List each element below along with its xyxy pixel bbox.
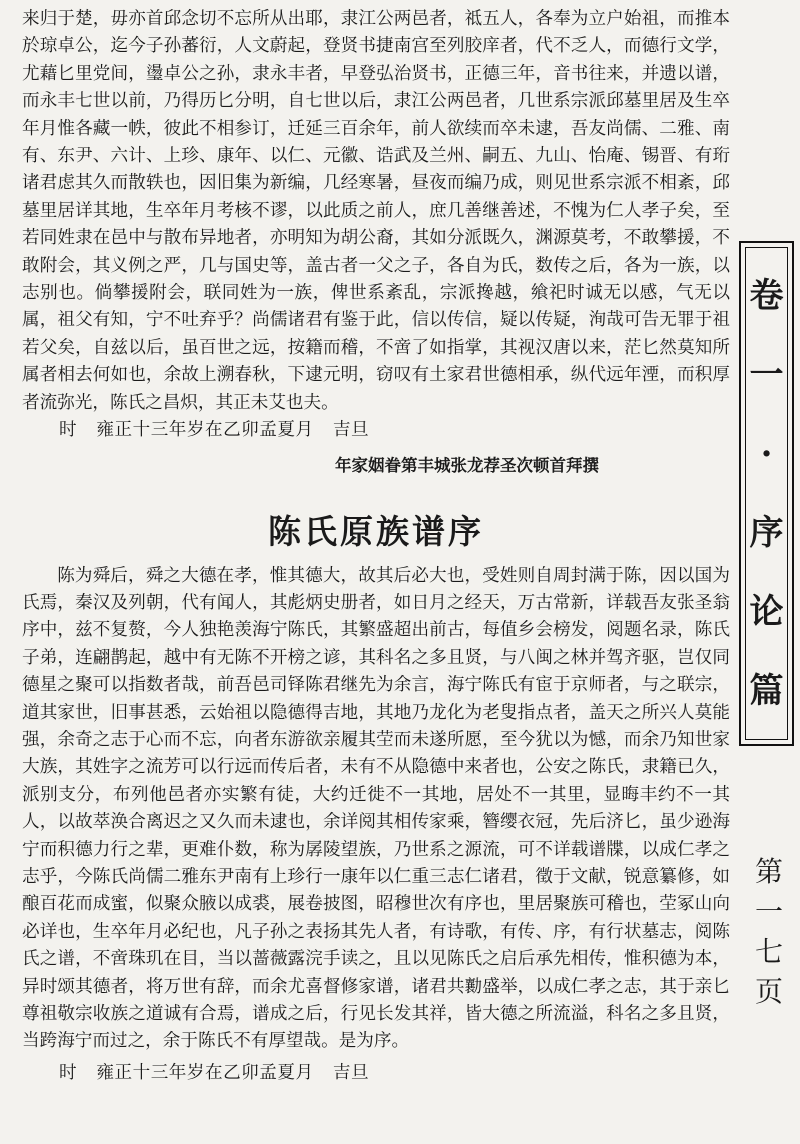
preface-two-text: 陈为舜后，舜之大德在孝，惟其德大，故其后必大也，受姓则自周封满于陈，因以国为氏焉，秦汉及列朝，代有闻人，其彪炳史册者，如日月之经天，万古常新，详载吾友张圣翁序中，兹不复赘，今人独艳羡海宁陈氏，其繁盛超出前古，每值乡会榜发，阅题名录，陈氏子弟，连翩鹊起，越中有无陈不开榜之谚，其科名之多且贤，与八闽之林并驾齐驱，岂仅同德星之聚可以指数者哉，前吾邑司铎陈君继先为余言，海宁陈氏有宦于京师者，与之联宗，道其家世，旧事甚悉，云始祖以隐德得吉地，其地乃龙化为老叟指点者，盖天之所兴人莫能强，余奇之志于心而不忘，向者东游欲亲履其茔而未遂所愿，至今犹以为憾，而余乃知世家大族，其姓字之流芳可以行远而传后者，未有不从隐德中来者也，公安之陈氏，隶籍已久，派别支分，布列他邑者亦实繁有徒，大约迁徙不一其地，居处不一其里，显晦丰约不一其人，以故萃涣合离迟之又久而未逮也，余详阅其相传家乘，簪缨衣冠，先后济匕，虽少逊海宁而积德力行之辈，更难仆数，称为孱陵望族，乃世系之源流，可不详载谱牒，以成仁孝之志乎，今陈氏尚儒二雅东尹南有上珍行一康年以仁重三志仁诸君，徵于文献，锐意纂修，如酿百花而成蜜，似聚众腋以成裘，展卷披图，昭穆世次有序也，里居聚族可稽也，茔冢山向必详也，生卒年月必纪也，凡子孙之表扬其先人者，有诗歌，有传、序，有行状墓志，阅陈氏之谱，不啻珠玑在目，当以蔷薇露浣手读之，且以见陈氏之启后承先相传，惟积德为本，异时颂其德者，将万世有辞，而余尤喜督修家谱，诸君共勷盛举，以成仁孝之志，其于亲匕尊祖敬宗收族之道诚有合焉，谱成之后，行见长发其祥，皆大德之所流溢，科名之多且贤，当跨海宁而过之，余于陈氏不有厚望哉。是为序。 bbox=[22, 565, 730, 1052]
date-label: 时 bbox=[58, 1062, 78, 1083]
section-title: 陈氏原族谱序 bbox=[268, 511, 484, 551]
page-number-char: 一 bbox=[754, 895, 783, 928]
chapter-sidebar bbox=[739, 241, 794, 746]
preface-one-text: 来归于楚，毋亦首邱念切不忘所从出耶，隶江公两邑者，祗五人，各奉为立户始祖，而推本於琼卓公，迄今子孙蕃衍，人文蔚起，登贤书捷南宫至列胶庠者，代不乏人，而德行文学，尤藉匕里党间，璗卓公之孙，隶永丰者，早登弘治贤书，正德三年，音书往来，并遗以谱，而永丰七世以前，乃得历匕分明，自七世以后，隶江公两邑者，几世系宗派邱墓里居及生卒年月惟各藏一帙，彼此不相参订，迁延三百余年，前人欲续而卒未逮，吾友尚儒、二雅、南有、东尹、六计、上珍、康年、以仁、元徽、诰武及兰州、嗣五、九山、怡庵、锡晋、有珩诸君虑其久而散轶也，因旧集为新编，几经寒暑，昼夜而编乃成，则见世系宗派不相紊，邱墓里居详其地，生卒年月考核不谬，以此质之前人，庶几善继善述，不愧为仁人孝子矣，至若同姓隶在邑中与散布异地者，亦明知为胡公裔，其如分派既久，渊源莫考，不敢攀援，不敢附会，其义例之严，几与国史等，盖古者一父之子，各自为氏，数传之后，各为一族，以志别也。倘攀援附会，联同姓为一族，俾世系紊乱，宗派搀越，飨祀时诚无以感，气无以属，祖父有知，宁不吐弃乎？尚儒诸君有鉴于此，信以传信，疑以传疑，洵哉可告无罪于祖若父矣，自兹以后，虽百世之远，按籍而稽，不啻了如指掌，其视汉唐以来，茫匕然莫知所属者相去何如也，余故上溯春秋，下逮元明，窃叹有土家君世德相承，纵代远年湮，而积厚者流弥光，陈氏之昌炽，其正未艾也夫。 bbox=[22, 9, 730, 413]
sidebar-char: 篇 bbox=[749, 670, 784, 711]
date-text: 雍正十三年岁在乙卯孟夏月 bbox=[96, 1062, 314, 1083]
date-auspicious: 吉旦 bbox=[332, 420, 370, 441]
date-text: 雍正十三年岁在乙卯孟夏月 bbox=[96, 420, 314, 441]
page-number-char: 第 bbox=[754, 855, 783, 888]
sidebar-char: 一 bbox=[749, 355, 784, 396]
sidebar-char: 卷 bbox=[749, 276, 784, 317]
preface-two-dateline bbox=[59, 1060, 730, 1087]
document-body bbox=[22, 6, 730, 1087]
sidebar-char: 论 bbox=[749, 591, 784, 632]
date-auspicious: 吉旦 bbox=[332, 1062, 370, 1083]
sidebar-char: 序 bbox=[749, 512, 784, 553]
date-label: 时 bbox=[58, 420, 78, 441]
page-number bbox=[747, 852, 791, 1012]
author-signature: 年家姻眷第丰城张龙荐圣次顿首拜撰 bbox=[335, 455, 599, 475]
page-number-char: 七 bbox=[754, 935, 783, 968]
preface-one-dateline bbox=[59, 417, 730, 444]
page-number-char: 页 bbox=[754, 975, 783, 1008]
sidebar-char: · bbox=[760, 434, 773, 475]
